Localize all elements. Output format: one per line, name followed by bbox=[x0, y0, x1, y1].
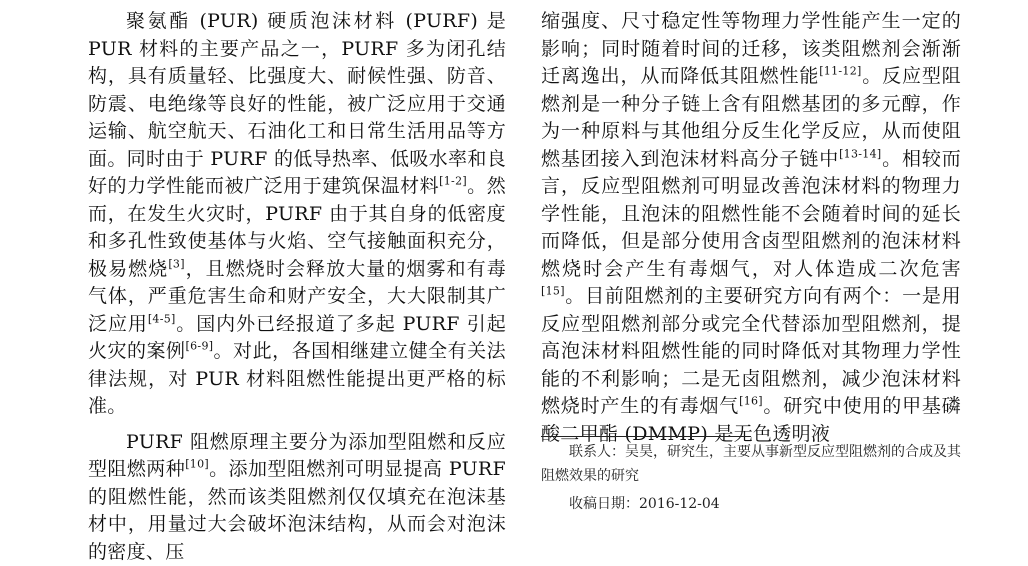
paragraph-text: 。添加型阻燃剂可明显提高 PURF 的阻燃性能，然而该类阻燃剂仅仅填充在泡沫基材中，用量过大会破坏泡沫结构，从而会对泡沫的密度、压 bbox=[88, 458, 506, 563]
citation: [15] bbox=[541, 285, 565, 298]
continued-paragraph bbox=[541, 8, 961, 448]
paragraph-text: 聚氨酯 (PUR) 硬质泡沫材料 (PURF) 是 PUR 材料的主要产品之一，PURF 多为闭孔结构，具有质量轻、比强度大、耐候性强、防音、防震、电绝缘等良好的性能，被广泛应用于交通运输、航空航天、石油化工和日常生活用品等方面。同时由于 PURF 的低导热率、低吸水率和良好的力学性能而被广泛用于建筑保温材料 bbox=[88, 10, 506, 197]
paragraph-text: 。对此，各国相继建立健全有关法律法规，对 PUR 材料阻燃性能提出更严格的标准。 bbox=[88, 340, 506, 417]
paragraph-text: 。研究中使用的甲基磷酸二甲酯 (DMMP) 是无色透明液 bbox=[541, 395, 961, 445]
footnote bbox=[541, 440, 961, 516]
citation: [16] bbox=[739, 395, 763, 408]
paragraph-text: 。国内外已经报道了多起 PURF 引起火灾的案例 bbox=[88, 313, 506, 363]
left-column bbox=[88, 8, 506, 566]
citation: [10] bbox=[185, 458, 209, 471]
paragraph-text: 。目前阻燃剂的主要研究方向有两个：一是用反应型阻燃剂部分或完全代替添加型阻燃剂，提高泡沫材料阻燃性能的同时降低对其物理力学性能的不利影响；二是无卤阻燃剂，减少泡沫材料燃烧时产生的有毒烟气 bbox=[541, 285, 961, 417]
citation: [4-5] bbox=[148, 312, 176, 325]
intro-paragraph bbox=[88, 8, 506, 421]
contact-label: 联系人： bbox=[541, 444, 625, 460]
citation: [6-9] bbox=[186, 340, 214, 353]
citation: [13-14] bbox=[839, 147, 881, 160]
footnote-divider bbox=[541, 436, 751, 437]
contact-text: 吴昊，研究生，主要从事新型反应型阻燃剂的合成及其阻燃效果的研究 bbox=[541, 444, 961, 484]
received-label: 收稿日期： bbox=[569, 496, 639, 512]
paragraph-text: 缩强度、尺寸稳定性等物理力学性能产生一定的影响；同时随着时间的迁移，该类阻燃剂会渐渐迁离逸出，从而降低其阻燃性能 bbox=[541, 10, 961, 87]
citation: [3] bbox=[168, 257, 184, 270]
right-column bbox=[541, 8, 961, 448]
paragraph-text: 。反应型阻燃剂是一种分子链上含有阻燃基团的多元醇，作为一种原料与其他组分反生化学反应，从而使阻燃基团接入到泡沫材料高分子链中 bbox=[541, 65, 961, 170]
paragraph-text: ，且燃烧时会释放大量的烟雾和有毒气体，严重危害生命和财产安全，大大限制其广泛应用 bbox=[88, 258, 506, 335]
citation: [1-2] bbox=[439, 175, 467, 188]
paragraph-text: PURF 阻燃原理主要分为添加型阻燃和反应型阻燃两种 bbox=[88, 431, 506, 481]
contact-note bbox=[541, 440, 961, 488]
citation: [11-12] bbox=[819, 65, 861, 78]
paragraph-text: 。相较而言，反应型阻燃剂可明显改善泡沫材料的物理力学性能，且泡沫的阻燃性能不会随着时间的延长而降低，但是部分使用含卤型阻燃剂的泡沫材料燃烧时会产生有毒烟气，对人体造成二次危害 bbox=[541, 148, 961, 280]
paragraph-text: 。然而，在发生火灾时，PURF 由于其自身的低密度和多孔性致使基体与火焰、空气接触面积充分，极易燃烧 bbox=[88, 175, 506, 280]
received-date: 2016-12-04 bbox=[639, 496, 720, 512]
received-date-note bbox=[541, 492, 961, 516]
flame-retardant-principle-paragraph bbox=[88, 429, 506, 566]
